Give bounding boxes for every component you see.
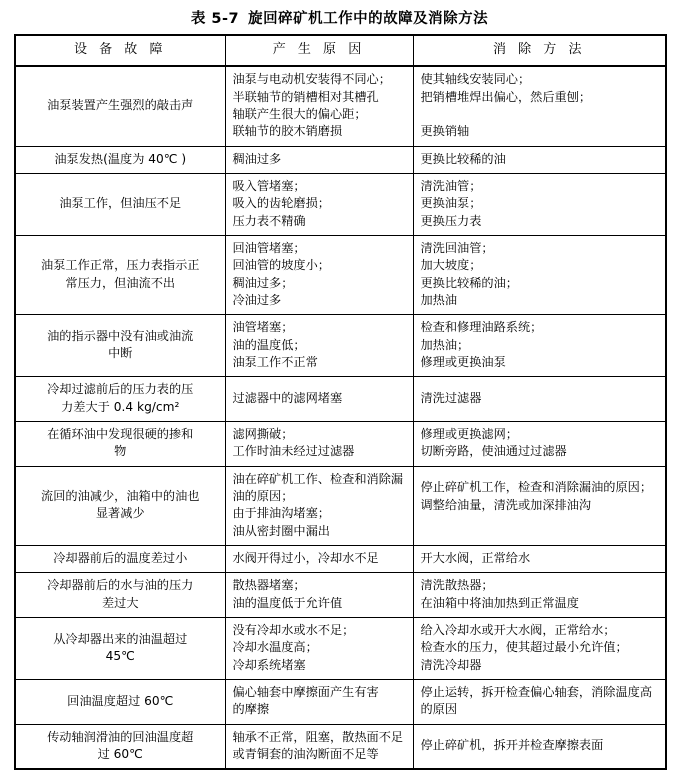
column-header-cause: 产 生 原 因: [225, 35, 413, 66]
cell-line: 物: [114, 444, 127, 459]
table-row: [15, 679, 666, 724]
fault-table: [14, 34, 667, 770]
cell-line: 冷却水温度高；: [232, 640, 318, 655]
cell-line: 修理或更换滤网；: [420, 427, 518, 442]
cell-line: 油的指示器中没有油或油流: [47, 329, 194, 344]
cell-line: 加热油: [420, 293, 458, 308]
table-row: [15, 146, 666, 173]
cell-remedy: [413, 174, 666, 236]
cell-line: 油泵与电动机安装得不同心；: [232, 72, 391, 87]
cell-line: 停止碎矿机工作，检查和消除漏油的原因；: [420, 480, 653, 495]
cell-cause: [225, 236, 413, 315]
cell-remedy: [413, 617, 666, 679]
cell-line: 过滤器中的滤网堵塞: [232, 391, 343, 406]
cell-remedy: [413, 466, 666, 545]
cell-line: 轴联产生很大的偏心距；: [232, 107, 367, 122]
cell-fault: [15, 724, 225, 769]
cell-line: 吸入管堵塞；: [232, 179, 306, 194]
cell-line: 油泵工作正常，压力表指示正: [41, 258, 200, 273]
column-header-fault: 设 备 故 障: [15, 35, 225, 66]
cell-line: 冷却器前后的温度差过小: [53, 551, 188, 565]
cell-remedy: [413, 422, 666, 467]
cell-line: 流回的油减少，油箱中的油也: [41, 489, 200, 504]
cell-line: 半联轴节的销槽相对其槽孔: [232, 89, 379, 104]
cell-fault: [15, 466, 225, 545]
cell-cause: [225, 466, 413, 545]
cell-line: 油从密封圈中漏出: [232, 523, 330, 538]
cell-line: 更换比较稀的油: [420, 151, 506, 166]
cell-cause: [225, 546, 413, 573]
cell-line: 的摩擦: [232, 702, 270, 717]
cell-fault: [15, 174, 225, 236]
cell-fault: [15, 315, 225, 377]
cell-line: 稠油过多；: [232, 275, 294, 290]
cell-line: 或青铜套的油沟断面不足等: [232, 746, 379, 761]
cell-line: 把销槽堆焊出偏心，然后重刨；: [420, 89, 592, 104]
cell-line: 冷却系统堵塞: [232, 657, 306, 672]
cell-line: 切断旁路，使油通过过滤器: [420, 444, 567, 459]
table-title-text: 旋回碎矿机工作中的故障及消除方法: [248, 11, 489, 27]
table-row: [15, 377, 666, 422]
cell-line: 回油管堵塞；: [232, 241, 306, 256]
cell-remedy: [413, 146, 666, 173]
table-number: 表 5-7: [190, 11, 240, 27]
table-row: [15, 724, 666, 769]
cell-line: 油管堵塞；: [232, 320, 294, 335]
cell-cause: [225, 146, 413, 173]
cell-remedy: [413, 315, 666, 377]
cell-line: 加热油；: [420, 337, 470, 352]
cell-line: 吸入的齿轮磨损；: [232, 196, 330, 211]
cell-remedy: [413, 66, 666, 146]
cell-line: 偏心轴套中摩擦面产生有害: [232, 684, 379, 699]
cell-remedy: [413, 236, 666, 315]
table-row: [15, 315, 666, 377]
cell-cause: [225, 573, 413, 618]
table-title: [14, 0, 665, 34]
cell-line: 过 60℃: [97, 746, 143, 761]
cell-line: 轴承不正常，阻塞，散热面不足: [232, 729, 404, 744]
cell-line: 更换油泵；: [420, 196, 482, 211]
table-row: [15, 617, 666, 679]
cell-line: 更换压力表: [420, 213, 482, 228]
cell-line: 开大水阀，正常给水: [420, 551, 531, 565]
cell-line: 调整给油量，清洗或加深排油沟: [420, 497, 592, 512]
table-body: [15, 66, 666, 769]
table-row: [15, 422, 666, 467]
cell-cause: [225, 422, 413, 467]
cell-remedy: [413, 573, 666, 618]
cell-line: 冷油过多: [232, 293, 282, 308]
cell-line: 油在碎矿机工作、检查和消除漏油的原因；: [232, 471, 404, 504]
table-row: [15, 66, 666, 146]
cell-line: 稠油过多: [232, 151, 282, 166]
cell-line: 45℃: [105, 648, 135, 663]
cell-fault: [15, 422, 225, 467]
cell-line: 修理或更换油泵: [420, 355, 506, 370]
cell-fault: [15, 377, 225, 422]
cell-line: 油泵工作，但油压不足: [59, 196, 182, 211]
cell-remedy: [413, 546, 666, 573]
cell-line: 中断: [108, 346, 133, 361]
cell-line: 传动轴润滑油的回油温度超: [47, 729, 194, 744]
cell-line: 显著减少: [95, 506, 145, 521]
cell-fault: [15, 236, 225, 315]
cell-line: 回油温度超过 60℃: [67, 693, 174, 708]
cell-line: 加大坡度；: [420, 258, 482, 273]
cell-cause: [225, 377, 413, 422]
cell-fault: [15, 617, 225, 679]
table-row: [15, 174, 666, 236]
cell-line: 更换销轴: [420, 124, 470, 139]
cell-fault: [15, 546, 225, 573]
cell-line: 检查水的压力，使其超过最小允许值；: [420, 640, 628, 655]
cell-line: 清洗冷却器: [420, 657, 482, 672]
cell-line: 散热器堵塞；: [232, 578, 306, 593]
cell-remedy: [413, 724, 666, 769]
cell-line: [421, 106, 659, 123]
cell-fault: [15, 679, 225, 724]
cell-fault: [15, 573, 225, 618]
cell-line: 差过大: [101, 595, 139, 610]
cell-line: 水阀开得过小，冷却水不足: [232, 551, 379, 565]
cell-line: 回油管的坡度小；: [232, 258, 330, 273]
cell-cause: [225, 724, 413, 769]
cell-line: 更换比较稀的油；: [420, 275, 518, 290]
cell-line: 冷却过滤前后的压力表的压: [47, 382, 194, 397]
column-header-remedy: 消 除 方 法: [413, 35, 666, 66]
cell-line: 力差大于 0.4 kg/cm²: [61, 399, 180, 414]
cell-line: 清洗回油管；: [420, 241, 494, 256]
cell-line: 清洗过滤器: [420, 391, 482, 406]
cell-line: 工作时油未经过过滤器: [232, 444, 355, 459]
cell-remedy: [413, 377, 666, 422]
cell-cause: [225, 315, 413, 377]
table-row: [15, 236, 666, 315]
cell-line: 油的温度低；: [232, 337, 306, 352]
table-row: [15, 466, 666, 545]
table-row: [15, 546, 666, 573]
cell-line: 停止运转，拆开检查偏心轴套，消除温度高的原因: [420, 684, 653, 717]
cell-line: 滤网撕破；: [232, 427, 294, 442]
table-header-row: [15, 35, 666, 66]
table-row: [15, 573, 666, 618]
cell-line: 常压力，但油流不出: [65, 275, 176, 290]
cell-line: 冷却器前后的水与油的压力: [47, 578, 194, 593]
cell-line: 给入冷却水或开大水阀，正常给水；: [420, 622, 616, 637]
cell-line: 在循环油中发现很硬的掺和: [47, 427, 194, 442]
cell-line: 检查和修理油路系统；: [420, 320, 543, 335]
cell-line: [421, 514, 659, 531]
cell-cause: [225, 66, 413, 146]
cell-line: 停止碎矿机，拆开并检查摩擦表面: [420, 738, 604, 753]
cell-line: 油泵装置产生强烈的敲击声: [47, 98, 194, 113]
cell-line: 在油箱中将油加热到正常温度: [420, 595, 579, 610]
cell-line: 油泵工作不正常: [232, 355, 318, 370]
cell-line: 压力表不精确: [232, 213, 306, 228]
cell-cause: [225, 679, 413, 724]
cell-line: 清洗油管；: [420, 179, 482, 194]
cell-remedy: [413, 679, 666, 724]
cell-cause: [225, 617, 413, 679]
cell-line: 没有冷却水或水不足；: [232, 622, 355, 637]
cell-line: 油泵发热(温度为 40℃ ): [54, 151, 187, 166]
cell-line: 使其轴线安装同心；: [420, 72, 531, 87]
cell-cause: [225, 174, 413, 236]
cell-line: 从冷却器出来的油温超过: [53, 631, 188, 646]
cell-line: 联轴节的胶木销磨损: [232, 124, 343, 139]
cell-line: 油的温度低于允许值: [232, 595, 343, 610]
cell-fault: [15, 66, 225, 146]
cell-line: 清洗散热器；: [420, 578, 494, 593]
cell-line: 由于排油沟堵塞；: [232, 506, 330, 521]
cell-fault: [15, 146, 225, 173]
